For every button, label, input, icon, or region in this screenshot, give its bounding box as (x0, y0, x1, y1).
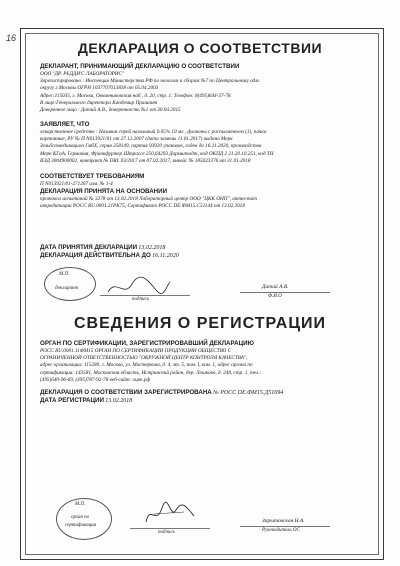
reg-date-label: ДАТА РЕГИСТРАЦИИ (40, 397, 104, 405)
conformity-section (40, 173, 374, 211)
stamp-role: декларант (55, 286, 79, 291)
reg-stamp-role-2: сертификации (65, 523, 97, 528)
reg-signer-role: Руководитель ОС (262, 528, 300, 533)
applicant-line: В лице:Генерального директора Кандемир Прашант (40, 99, 158, 106)
statement-line: лекарственное средство : Називин спрей назальный 0.05% 10 мл , флаконы с распылителем (1), пачки (40, 129, 267, 135)
declaration-title: ДЕКЛАРАЦИЯ О СООТВЕТСТВИИ (77, 40, 323, 56)
statement-section (40, 121, 374, 165)
registration-title: СВЕДЕНИЯ О РЕГИСТРАЦИИ (73, 315, 327, 332)
reg-date: 13.02.2018 (105, 398, 133, 405)
validity-section (40, 244, 374, 260)
applicant-line: ООО "ДР. РЕДДИ'С ЛАБОРАТОРИС" (40, 71, 125, 77)
registration-stamp (56, 498, 112, 540)
registered-label: ДЕКЛАРАЦИЯ О СООТВЕТСТВИИ ЗАРЕГИСТРИРОВАНА (40, 389, 212, 396)
applicant-heading: ДЕКЛАРАНТ, ПРИНИМАЮЩИЙ ДЕКЛАРАЦИЮ О СООТВЕТСТВИИ (40, 63, 240, 70)
statement-line: картонные, РУ № П N013921/01 от 27.12.2007 (дата замены 11.01.2017) выдано Мерк (40, 136, 233, 143)
basis-line: протокол испытаний № 3278 от 13.02.2018 Лабораторный центр ООО "ЦКК ОНП", аттестат (40, 196, 257, 203)
registered-number: № РОСС DE.ФМ15.Д51694 (213, 390, 284, 396)
conformity-heading: СООТВЕТСТВУЕТ ТРЕБОВАНИЯМ (40, 173, 145, 180)
declarant-sign-caption: подпись (132, 297, 149, 302)
accepted-label: ДАТА ПРИНЯТИЯ ДЕКЛАРАЦИИ (40, 244, 138, 251)
reg-sign-caption: подпись (158, 530, 175, 535)
statement-heading: ЗАЯВЛЯЕТ, ЧТО (40, 121, 90, 128)
organ-line: адрес организации: 115280, г. Москва, ул. Мастеркова, д. 4, эт. 5, пом. I, ком. 1, адрес органа по (40, 362, 253, 369)
basis-heading: ДЕКЛАРАЦИЯ ПРИНЯТА НА ОСНОВАНИИ (40, 188, 168, 196)
organ-line: (495)640-96-69, (495)787-92-78 веб-сайт: оцкк.рф (40, 376, 151, 383)
valid-label: ДЕКЛАРАЦИЯ ДЕЙСТВИТЕЛЬНА ДО (40, 252, 151, 260)
valid-date: 16.11.2020 (152, 253, 179, 260)
page-number: 16 (6, 33, 17, 43)
statement-line: Мерк КГаА, Германия, Франкфуртер Штрассе 250,64293 Дармштадт, код ОКПД 2 21.20.10.251, код ТН (40, 150, 274, 157)
declarant-stamp (44, 267, 96, 301)
organ-line: сертификации: 143581, Московская область, Истринский район, дер. Лешково, д. 248, стр. 1, тел.: (40, 369, 262, 376)
declarant-fio-caption: Ф.И.О (268, 294, 282, 299)
accepted-date: 13.02.2018 (138, 245, 166, 251)
organ-line: РОСС RU.0001.11ФМ15 ОРГАН ПО СЕРТИФИКАЦИИ ПРОДУКЦИИ ОБЩЕСТВО С (40, 348, 232, 354)
statement-line: ВЭД 3004900002, контракт № DRL 03/2017 от 07.02.2017, инвойс № 185023376 от 31.01.2018 (40, 157, 251, 164)
declarant-signer-name: Датий А.В. (262, 284, 289, 290)
organ-heading: ОРГАН ПО СЕРТИФИКАЦИИ, ЗАРЕГИСТРИРОВАВШИЙ ДЕКЛАРАЦИЮ (40, 340, 254, 347)
basis-line: аккредитации РОСС RU.0001.21РК75, Сертификат РОСС DE.ФМ15.С51144 от 13.02.2018 (40, 203, 245, 210)
stamp-mp: М.П. (59, 272, 70, 277)
registration-signature (140, 500, 200, 530)
registered-section (40, 389, 374, 405)
reg-stamp-mp: М.П. (75, 502, 86, 507)
applicant-line: Доверенное лицо : Датий А.В., доверенность №1 от 30.04.2015 (40, 107, 181, 114)
organ-line: ОГРАНИЧЕННОЙ ОТВЕТСТВЕННОСТЬЮ "ОКРУЖНОЙ ЦЕНТР КОНТРОЛЯ КАЧЕСТВА", (40, 355, 248, 362)
reg-stamp-role-1: орган по (71, 515, 90, 520)
statement-line: Зельбстмедикацион ГмбХ, серия 258149, партия 93920 упаковок, годен до 16.11.2020, производства (40, 143, 262, 150)
applicant-line: Адрес:115035, г. Москва, Овчинниковская наб., д. 20, стр. 1. Телефон: 8(495)644-37-78. (40, 92, 232, 99)
reg-signer-name: Зарытовская Н.А. (262, 518, 305, 524)
organ-section (40, 340, 374, 384)
applicant-line: округу г.Москвы ОГРН 1037707013838 от 05.04.2003 (40, 85, 159, 92)
conformity-line: П N013921/01-271207 изм. № 1-4 (40, 181, 113, 187)
applicant-section (40, 63, 374, 114)
applicant-line: Зарегистрировано : Инспекция Министерства РФ по налогам и сборам №7 по Центральному адм. (40, 78, 260, 85)
